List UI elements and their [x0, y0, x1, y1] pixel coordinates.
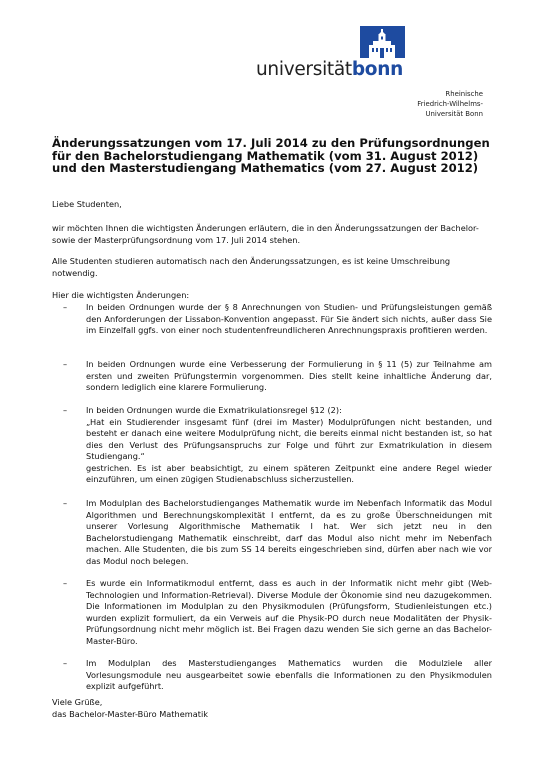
university-address: [417, 89, 483, 119]
closing-line: Viele Grüße,: [52, 697, 103, 707]
logo-wordmark: [256, 59, 403, 81]
list-item-text: gestrichen. Es ist aber beabsichtigt, zu einem späteren Zeitpunkt eine andere Regel wieder einzuführen, um einen zügigen Studienabschluss sicherzustellen.: [86, 462, 492, 484]
document-title: Änderungssatzungen vom 17. Juli 2014 zu den Prüfungsordnungen für den Bachelorstudiengang Mathematik (vom 31. August 2012) und den Masterstudiengang Mathematics (vom 27. August 2012): [52, 136, 490, 176]
list-item: [52, 498, 492, 567]
list-heading: Hier die wichtigsten Änderungen:: [52, 290, 190, 300]
university-logo: [256, 26, 406, 86]
dash-bullet: –: [63, 498, 68, 508]
logo-uni-text: universität: [256, 59, 352, 80]
list-item: [52, 359, 492, 394]
dash-bullet: –: [63, 359, 68, 369]
logo-building-icon: [360, 26, 405, 58]
address-line: Rheinische: [445, 90, 483, 98]
list-item: [52, 302, 492, 337]
intro-paragraph-2: Alle Studenten studieren automatisch nach den Änderungssatzungen, es ist keine Umschreibung notwendig.: [52, 256, 451, 278]
greeting: Liebe Studenten,: [52, 199, 122, 209]
list-item: [52, 405, 492, 486]
list-item-text: Im Modulplan des Bachelorstudienganges Mathematik wurde im Nebenfach Informatik das Modul Algorithmen und Berechnungskomplexität I entfernt, da es zu große Überschneidungen mit unserer Vorlesung Algorithmische Mathematik I hat. Wer sich jetzt neu in den Bachelorstudiengang Mathematik einschreibt, darf das Modul also nicht mehr im Nebenfach machen. Alle Studenten, die bis zum SS 14 bereits eingeschrieben sind, dürfen aber nach wie vor das Modul noch belegen.: [86, 498, 492, 566]
closing: [52, 697, 208, 720]
list-item-text: Im Modulplan des Masterstudienganges Mathematics wurden die Modulziele aller Vorlesungsmodule neu ausgearbeitet sowie ebenfalls die Informationen zu den Physikmodulen explizit aufgeführt.: [86, 658, 492, 691]
signature-line: das Bachelor-Master-Büro Mathematik: [52, 708, 208, 719]
dash-bullet: –: [63, 658, 68, 668]
list-item-text: In beiden Ordnungen wurde der § 8 Anrechnungen von Studien- und Prüfungsleistungen gemäß den Anforderungen der Lissabon-Konvention angepasst. Für Sie ändert sich nichts, außer dass Sie im Einzelfall ggfs. von einer noch studentenfreundlicheren Anrechnungspraxis profitieren werden.: [86, 302, 492, 335]
dash-bullet: –: [63, 302, 68, 312]
list-item-text: In beiden Ordnungen wurde eine Verbesserung der Formulierung in § 11 (5) zur Teilnahme am ersten und zweiten Prüfungstermin vorgenommen. Dies stellt keine inhaltliche Änderung dar, sondern lediglich eine klarere Formulierung.: [86, 359, 492, 392]
address-line: Universität Bonn: [425, 110, 483, 118]
dash-bullet: –: [63, 578, 68, 588]
logo-bonn-text: bonn: [351, 59, 403, 80]
address-line: Friedrich-Wilhelms-: [417, 100, 483, 108]
list-item: [52, 658, 492, 693]
quoted-rule: „Hat ein Studierender insgesamt fünf (drei im Master) Modulprüfungen nicht bestanden, und besteht er danach eine weitere Modulprüfung nicht, die bereits einmal nicht bestanden ist, so hat dies den Verlust des Prüfungsanspruchs zur Folge und führt zur Exmatrikulation in diesem Studiengang.“: [86, 416, 492, 461]
list-item-text: In beiden Ordnungen wurde die Exmatrikulationsregel §12 (2):: [86, 405, 342, 415]
dash-bullet: –: [63, 405, 68, 415]
list-item: [52, 578, 492, 647]
list-item-text: Es wurde ein Informatikmodul entfernt, dass es auch in der Informatik nicht mehr gibt (Web-Technologien und Information-Retrieval). Diverse Module der Ökonomie sind neu dazugekommen. Die Informationen im Modulplan zu den Physikmodulen (Prüfungsform, Studienleistungen etc.) wurden explizit formuliert, da ein Verweis auf die Physik-PO durch neue Modalitäten der Physik-Prüfungsordnung nicht mehr möglich ist. Bei Fragen dazu wenden Sie sich gerne an das Bachelor-Master-Büro.: [86, 578, 492, 646]
intro-paragraph: wir möchten Ihnen die wichtigsten Änderungen erläutern, die in den Änderungssatzungen der Bachelor- sowie der Masterprüfungsordnung vom 17. Juli 2014 stehen.: [52, 223, 479, 245]
